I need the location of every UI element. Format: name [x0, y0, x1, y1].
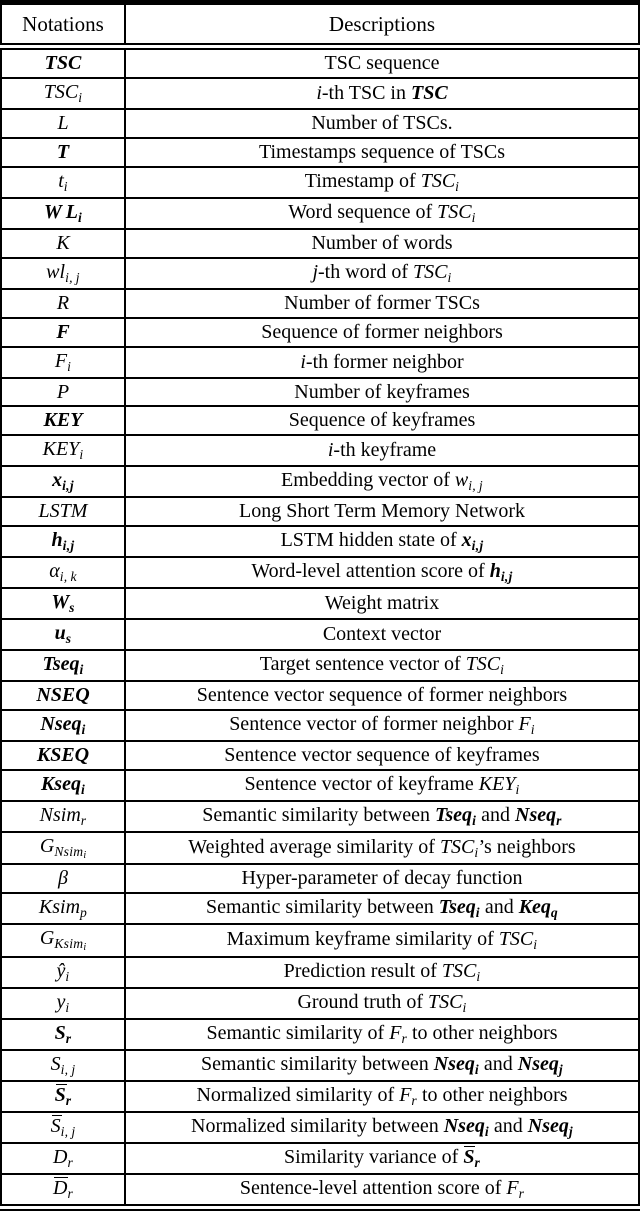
math-segment: Nseq: [517, 1052, 559, 1075]
notation-cell: [1, 832, 125, 865]
text-segment: TSC sequence: [324, 52, 440, 75]
math-segment: TSC: [441, 959, 477, 982]
math-segment: i: [327, 439, 334, 462]
table-row: [1, 770, 639, 801]
notation-cell: [1, 588, 125, 619]
notation-cell: [1, 138, 125, 167]
table-row: [1, 681, 639, 710]
text-segment: to other neighbors: [407, 1021, 558, 1044]
text-segment: Number of TSCs.: [311, 112, 453, 135]
math-segment: TSC: [420, 170, 456, 193]
table-row: [1, 1143, 639, 1174]
math-segment: G: [39, 834, 55, 857]
description-cell: [125, 1019, 639, 1050]
text-segment: Timestamps sequence of TSCs: [258, 141, 506, 164]
table-row: [1, 406, 639, 435]
table-row: [1, 924, 639, 957]
table-row: [1, 619, 639, 650]
math-segment: i: [67, 358, 72, 374]
math-segment: F: [389, 1021, 402, 1044]
notation-cell: [1, 526, 125, 557]
table-row: [1, 1174, 639, 1208]
notation-cell: [1, 406, 125, 435]
math-segment: Ksim: [54, 936, 84, 952]
math-segment: TSC: [43, 81, 79, 104]
text-segment: Semantic similarity between: [201, 1052, 434, 1075]
description-cell: [125, 1143, 639, 1174]
table-row: [1, 1050, 639, 1081]
math-segment: Tseq: [42, 653, 80, 676]
text-segment: Weighted average similarity of: [188, 835, 440, 858]
math-segment: Kseq: [40, 772, 81, 795]
notation-cell: [1, 741, 125, 770]
table-row: [1, 988, 639, 1019]
notation-cell: [1, 289, 125, 318]
math-segment: i: [475, 905, 480, 921]
math-segment: j: [558, 1061, 563, 1077]
math-segment: r: [67, 1185, 73, 1201]
notation-cell: [1, 47, 125, 79]
math-segment: i: [80, 781, 86, 797]
description-cell: [125, 770, 639, 801]
math-segment: S: [54, 1083, 66, 1106]
text-segment: Embedding vector of: [281, 469, 455, 492]
math-segment: S: [54, 1021, 66, 1044]
notation-cell: [1, 1050, 125, 1081]
math-segment: i: [316, 82, 322, 105]
math-segment: D: [52, 1145, 68, 1168]
description-cell: [125, 167, 639, 198]
text-segment: Sequence of keyframes: [288, 409, 476, 432]
table-row: [1, 258, 639, 289]
description-cell: [125, 588, 639, 619]
notation-cell: [1, 318, 125, 347]
math-segment: i: [83, 942, 87, 954]
math-segment: P: [56, 380, 70, 403]
math-segment: TSC: [437, 201, 472, 224]
math-segment: u: [54, 622, 66, 645]
math-segment: LSTM: [38, 500, 88, 523]
math-segment: TSC: [428, 990, 463, 1013]
text-segment: Word sequence of: [288, 201, 438, 224]
math-segment: Tseq: [435, 803, 473, 826]
math-segment: W L: [43, 201, 78, 224]
notation-cell: [1, 988, 125, 1019]
table-row: [1, 138, 639, 167]
table-row: [1, 229, 639, 258]
table-row: [1, 1112, 639, 1143]
description-cell: [125, 198, 639, 229]
description-cell: [125, 801, 639, 832]
table-body: [1, 47, 639, 1208]
table-row: [1, 78, 639, 109]
description-cell: [125, 710, 639, 741]
math-segment: q: [550, 905, 558, 921]
table-row: [1, 1081, 639, 1112]
description-cell: [125, 229, 639, 258]
text-segment: Sequence of former neighbors: [261, 320, 503, 343]
math-segment: r: [65, 1030, 72, 1046]
math-segment: i, j: [60, 1123, 76, 1139]
table-row: [1, 466, 639, 497]
math-segment: Nseq: [515, 803, 557, 826]
notation-cell: [1, 619, 125, 650]
math-segment: S: [50, 1114, 61, 1137]
text-segment: and: [478, 1052, 518, 1075]
math-segment: i, j: [60, 1061, 76, 1077]
math-segment: β: [58, 867, 68, 890]
math-segment: TSC: [410, 82, 448, 105]
math-segment: i,j: [471, 538, 484, 554]
table-row: [1, 588, 639, 619]
table-header: [1, 3, 639, 47]
header-notations: Notations: [1, 3, 125, 47]
text-segment: Number of keyframes: [294, 380, 470, 403]
table-row: [1, 198, 639, 229]
math-segment: Tseq: [438, 896, 476, 919]
math-segment: i, k: [59, 569, 77, 585]
math-segment: ŷ: [56, 959, 66, 982]
math-segment: i,j: [62, 478, 74, 494]
math-segment: h: [51, 529, 63, 552]
text-segment: Similarity variance of: [283, 1145, 464, 1168]
text-segment: Timestamp of: [304, 170, 421, 193]
table-row: [1, 650, 639, 681]
notation-cell: [1, 801, 125, 832]
text-segment: Normalized similarity between: [191, 1114, 444, 1137]
text-segment: Long Short Term Memory Network: [239, 500, 525, 523]
text-segment: ’s neighbors: [478, 835, 576, 858]
table-row: [1, 801, 639, 832]
math-segment: Ksim: [38, 896, 81, 919]
math-segment: NSEQ: [36, 683, 90, 706]
text-segment: LSTM hidden state of: [280, 529, 462, 552]
notation-cell: [1, 864, 125, 893]
table-row: [1, 741, 639, 770]
math-segment: W: [51, 591, 70, 614]
math-segment: r: [556, 812, 562, 828]
math-segment: i: [484, 1123, 489, 1139]
text-segment: -th TSC in: [321, 82, 411, 105]
text-segment: Sentence vector sequence of former neighbors: [196, 683, 568, 706]
table-row: [1, 47, 639, 79]
math-segment: i: [472, 812, 477, 828]
math-segment: KEY: [43, 409, 83, 432]
math-segment: i: [500, 661, 505, 677]
notation-cell: [1, 229, 125, 258]
notation-cell: [1, 1019, 125, 1050]
text-segment: and: [479, 896, 519, 919]
math-segment: Nsim: [39, 803, 81, 826]
text-segment: Normalized similarity of: [196, 1083, 400, 1106]
text-segment: Weight matrix: [324, 592, 440, 615]
table-row: [1, 167, 639, 198]
description-cell: [125, 619, 639, 650]
description-cell: [125, 378, 639, 407]
math-segment: h: [489, 560, 501, 583]
math-segment: i, j: [65, 269, 80, 285]
math-segment: r: [67, 1154, 73, 1170]
description-cell: [125, 893, 639, 924]
math-segment: F: [54, 349, 68, 372]
description-cell: [125, 1174, 639, 1208]
text-segment: Number of words: [311, 231, 453, 254]
description-cell: [125, 1112, 639, 1143]
notation-cell: [1, 78, 125, 109]
text-segment: Semantic similarity between: [205, 896, 439, 919]
math-segment: i: [474, 844, 479, 860]
table-row: [1, 109, 639, 138]
description-cell: [125, 988, 639, 1019]
math-segment: S: [463, 1145, 475, 1168]
notation-cell: [1, 957, 125, 988]
text-segment: Prediction result of: [283, 959, 442, 982]
math-segment: F: [56, 320, 70, 343]
description-cell: [125, 741, 639, 770]
description-cell: [125, 1050, 639, 1081]
description-cell: [125, 681, 639, 710]
description-cell: [125, 650, 639, 681]
text-segment: Maximum keyframe similarity of: [226, 928, 499, 951]
math-segment: R: [56, 291, 70, 314]
description-cell: [125, 78, 639, 109]
math-segment: x: [52, 469, 63, 492]
math-segment: TSC: [439, 835, 475, 858]
table-row: [1, 893, 639, 924]
math-segment: F: [399, 1083, 412, 1106]
header-descriptions: Descriptions: [125, 3, 639, 47]
math-segment: KEY: [478, 772, 516, 795]
math-segment: r: [411, 1092, 417, 1108]
text-segment: Sentence-level attention score of: [239, 1176, 507, 1199]
math-segment: F: [518, 713, 531, 735]
notation-cell: [1, 1112, 125, 1143]
table-row: [1, 526, 639, 557]
math-segment: D: [52, 1176, 68, 1199]
math-segment: s: [65, 630, 72, 646]
math-segment: i: [79, 447, 84, 463]
table-row: [1, 378, 639, 407]
math-segment: x: [461, 529, 472, 552]
math-segment: i,j: [62, 538, 75, 554]
math-segment: r: [80, 812, 87, 828]
math-segment: TSC: [413, 260, 448, 283]
notation-cell: [1, 557, 125, 588]
notation-cell: [1, 893, 125, 924]
math-segment: i: [471, 209, 476, 225]
math-segment: i, j: [468, 478, 483, 494]
math-segment: t: [58, 170, 64, 193]
description-cell: [125, 864, 639, 893]
table-row: [1, 957, 639, 988]
notation-cell: [1, 1081, 125, 1112]
math-segment: w: [454, 469, 469, 492]
table-row: [1, 289, 639, 318]
notation-cell: [1, 1143, 125, 1174]
math-segment: i: [462, 999, 467, 1015]
math-segment: Keq: [518, 896, 551, 919]
description-cell: [125, 924, 639, 957]
text-segment: Sentence vector of former neighbor: [229, 713, 519, 735]
description-cell: [125, 1081, 639, 1112]
math-segment: TSC: [465, 653, 501, 676]
text-segment: Number of former TSCs: [284, 291, 480, 314]
math-segment: i: [78, 90, 83, 106]
notation-cell: [1, 435, 125, 466]
math-segment: y: [56, 990, 66, 1013]
math-segment: i: [63, 178, 68, 194]
text-segment: -th former neighbor: [305, 350, 464, 373]
notation-cell: [1, 924, 125, 957]
math-segment: α: [49, 560, 60, 583]
header-row: [1, 3, 639, 47]
text-segment: Word-level attention score of: [251, 560, 490, 583]
description-cell: [125, 957, 639, 988]
text-segment: Sentence vector of keyframe: [244, 772, 479, 795]
math-segment: r: [65, 1092, 72, 1108]
table-row: [1, 710, 639, 741]
description-cell: [125, 497, 639, 526]
math-segment: r: [401, 1030, 407, 1046]
math-segment: KEY: [42, 438, 80, 461]
text-segment: -th word of: [318, 260, 413, 283]
description-cell: [125, 109, 639, 138]
table-row: [1, 832, 639, 865]
description-cell: [125, 138, 639, 167]
notation-cell: [1, 109, 125, 138]
text-segment: and: [476, 803, 516, 826]
description-cell: [125, 435, 639, 466]
text-segment: Semantic similarity of: [206, 1021, 390, 1044]
table-row: [1, 347, 639, 378]
text-segment: Target sentence vector of: [259, 653, 466, 676]
math-segment: Nseq: [443, 1114, 485, 1137]
table-row: [1, 318, 639, 347]
table-row: [1, 1019, 639, 1050]
table-row: [1, 435, 639, 466]
math-segment: i: [533, 936, 538, 952]
math-segment: i,j: [500, 569, 513, 585]
math-segment: K: [56, 231, 70, 254]
math-segment: Nseq: [527, 1114, 569, 1137]
math-segment: TSC: [44, 52, 82, 75]
notation-cell: [1, 167, 125, 198]
notation-cell: [1, 650, 125, 681]
description-cell: [125, 289, 639, 318]
text-segment: Ground truth of: [297, 990, 428, 1013]
notation-cell: [1, 378, 125, 407]
description-cell: [125, 557, 639, 588]
math-segment: G: [39, 927, 55, 950]
description-cell: [125, 406, 639, 435]
math-segment: i: [515, 781, 520, 797]
math-segment: TSC: [498, 928, 534, 951]
math-segment: L: [57, 112, 69, 135]
description-cell: [125, 526, 639, 557]
description-cell: [125, 258, 639, 289]
notation-cell: [1, 347, 125, 378]
notation-cell: [1, 681, 125, 710]
math-segment: r: [474, 1154, 481, 1170]
math-segment: i: [476, 968, 481, 984]
math-segment: Nseq: [40, 713, 82, 735]
math-segment: r: [518, 1185, 525, 1201]
math-segment: i: [77, 209, 83, 225]
description-cell: [125, 347, 639, 378]
math-segment: i: [79, 661, 84, 677]
math-segment: i: [474, 1061, 479, 1077]
math-segment: i: [530, 721, 535, 737]
math-segment: i: [65, 968, 70, 984]
math-segment: Nseq: [433, 1052, 475, 1075]
text-segment: -th keyframe: [333, 439, 437, 462]
math-segment: p: [80, 905, 88, 921]
math-segment: s: [69, 600, 75, 615]
notation-cell: [1, 1174, 125, 1208]
math-segment: i: [447, 269, 452, 285]
text-segment: Context vector: [322, 623, 442, 646]
math-segment: F: [506, 1176, 519, 1199]
text-segment: and: [488, 1114, 528, 1137]
notation-cell: [1, 770, 125, 801]
notation-cell: [1, 710, 125, 741]
math-segment: i: [81, 721, 86, 737]
text-segment: Sentence vector sequence of keyframes: [224, 743, 540, 766]
table-row: [1, 497, 639, 526]
table-row: [1, 864, 639, 893]
notation-cell: [1, 497, 125, 526]
math-segment: T: [56, 141, 70, 164]
math-segment: i: [65, 999, 70, 1015]
math-segment: wl: [46, 260, 66, 283]
math-segment: Nsim: [54, 843, 84, 859]
text-segment: Hyper-parameter of decay function: [241, 867, 523, 890]
math-segment: S: [50, 1052, 61, 1075]
math-segment: j: [568, 1123, 573, 1139]
math-segment: i: [300, 350, 306, 373]
math-segment: KSEQ: [36, 743, 90, 766]
math-segment: j: [312, 260, 319, 283]
text-segment: to other neighbors: [416, 1083, 568, 1106]
text-segment: Semantic similarity between: [202, 803, 436, 826]
math-segment: i: [83, 850, 87, 862]
notation-cell: [1, 198, 125, 229]
description-cell: [125, 832, 639, 865]
notation-cell: [1, 258, 125, 289]
math-segment: i: [455, 178, 460, 194]
table-row: [1, 557, 639, 588]
notation-cell: [1, 466, 125, 497]
description-cell: [125, 47, 639, 79]
description-cell: [125, 466, 639, 497]
description-cell: [125, 318, 639, 347]
